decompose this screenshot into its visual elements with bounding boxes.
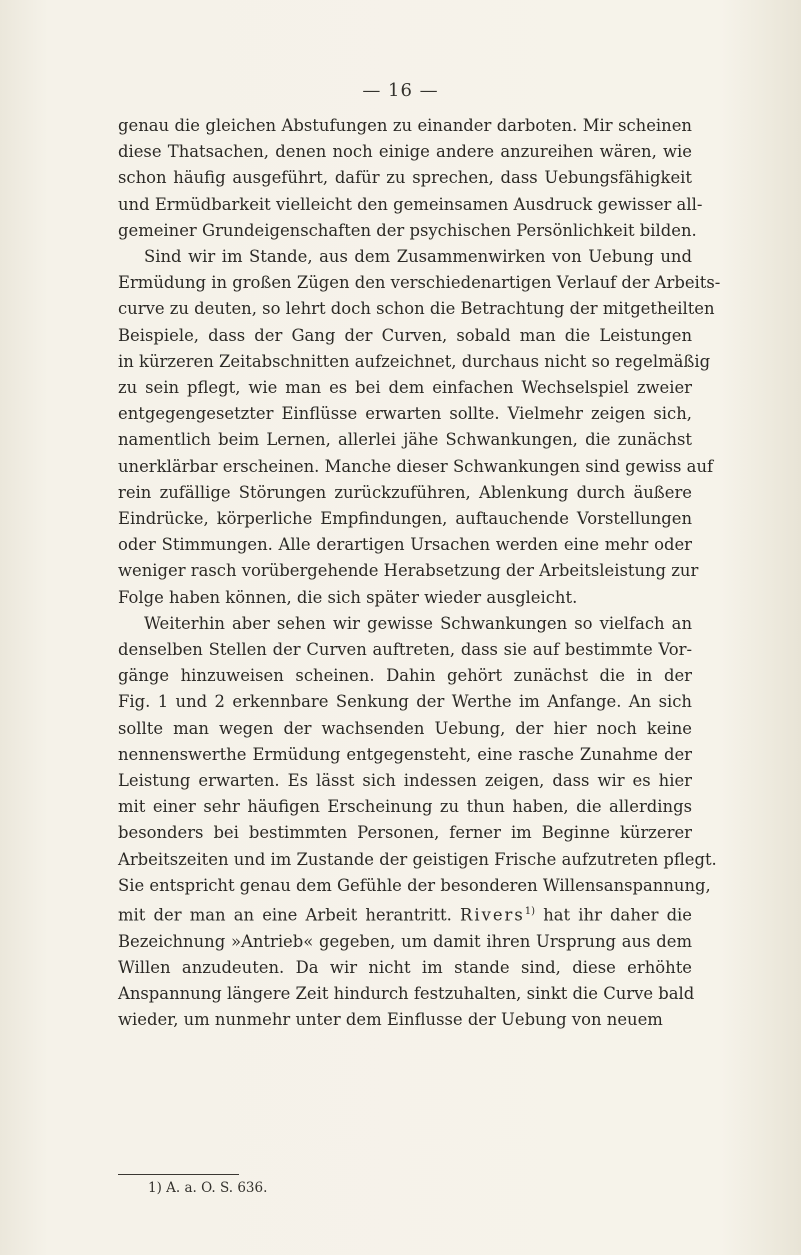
text-line: Folge haben können, die sich später wieder ausgleicht. (118, 587, 578, 607)
text-line: Bezeichnung »Antrieb« gegeben, um damit ihren Ursprung aus dem (118, 931, 692, 951)
text-line: wieder, um nunmehr unter dem Einflusse der Uebung von neuem (118, 1010, 663, 1030)
text-line: genau die gleichen Abstufungen zu einander darboten. Mir scheinen (118, 116, 692, 135)
text-line: Beispiele, dass der Gang der Curven, sobald man die Leistungen (118, 325, 692, 345)
footnote-divider (118, 1174, 239, 1175)
text-line: Willen anzudeuten. Da wir nicht im stande sind, diese erhöhte (118, 957, 692, 977)
text-line: Sind wir im Stande, aus dem Zusammenwirken von Uebung und (144, 247, 692, 267)
text-line: schon häufig ausgeführt, dafür zu sprechen, dass Uebungsfähigkeit (118, 168, 692, 188)
text-line: namentlich beim Lernen, allerlei jähe Schwankungen, die zunächst (118, 430, 692, 450)
text-line: sollte man wegen der wachsenden Uebung, der hier noch keine (118, 718, 692, 738)
text-line: gänge hinzuweisen scheinen. Dahin gehört zunächst die in der (118, 666, 692, 686)
text-line: besonders bei bestimmten Personen, ferner im Beginne kürzerer (118, 823, 692, 843)
text-line: Leistung erwarten. Es lässt sich indessen zeigen, dass wir es hier (118, 771, 692, 791)
text-line: unerklärbar erscheinen. Manche dieser Schwankungen sind gewiss auf (118, 456, 714, 476)
text-line: nennenswerthe Ermüdung entgegensteht, eine rasche Zunahme der (118, 744, 692, 764)
footnote-reference: 1) (524, 906, 536, 918)
text-line: Weiterhin aber sehen wir gewisse Schwankungen so vielfach an (144, 613, 692, 633)
text-line: mit einer sehr häufigen Erscheinung zu thun haben, die allerdings (118, 797, 692, 817)
text-line-rivers (118, 899, 692, 929)
text-line: curve zu deuten, so lehrt doch schon die Betrachtung der mitgetheilten (118, 299, 715, 319)
text-line: weniger rasch vorübergehende Herabsetzung der Arbeitsleistung zur (118, 561, 699, 581)
text-line: zu sein pflegt, wie man es bei dem einfachen Wechselspiel zweier (118, 378, 692, 398)
author-name: Rivers (460, 905, 525, 925)
text-line: Anspannung längere Zeit hindurch festzuhalten, sinkt die Curve bald (118, 984, 695, 1004)
text-line: Arbeitszeiten und im Zustande der geistigen Frische aufzutreten pflegt. (118, 849, 717, 869)
text-line: in kürzeren Zeitabschnitten aufzeichnet, durchaus nicht so regelmäßig (118, 351, 711, 371)
text-line: rein zufällige Störungen zurückzuführen, Ablenkung durch äußere (118, 482, 692, 502)
text-line: Ermüdung in großen Zügen den verschiedenartigen Verlauf der Arbeits- (118, 273, 721, 293)
text-fragment: hat ihr daher die (543, 905, 692, 925)
text-line: und Ermüdbarkeit vielleicht den gemeinsamen Ausdruck gewisser all- (118, 194, 703, 214)
text-line: entgegengesetzter Einflüsse erwarten sollte. Vielmehr zeigen sich, (118, 404, 692, 424)
text-line: Eindrücke, körperliche Empfindungen, auftauchende Vorstellungen (118, 509, 692, 529)
text-fragment: mit der man an eine Arbeit herantritt. (118, 905, 452, 925)
text-line: diese Thatsachen, denen noch einige andere anzureihen wären, wie (118, 142, 692, 162)
text-line: Fig. 1 und 2 erkennbare Senkung der Werthe im Anfange. An sich (118, 692, 692, 712)
text-line: gemeiner Grundeigenschaften der psychischen Persönlichkeit bilden. (118, 220, 697, 240)
body-text (118, 113, 721, 1034)
text-line: oder Stimmungen. Alle derartigen Ursachen werden eine mehr oder (118, 535, 692, 555)
footnote: 1) A. a. O. S. 636. (148, 1180, 268, 1196)
page-number: — 16 — (362, 80, 439, 101)
text-line: Sie entspricht genau dem Gefühle der besonderen Willensanspannung, (118, 875, 711, 895)
text-line: denselben Stellen der Curven auftreten, dass sie auf bestimmte Vor- (118, 640, 692, 660)
